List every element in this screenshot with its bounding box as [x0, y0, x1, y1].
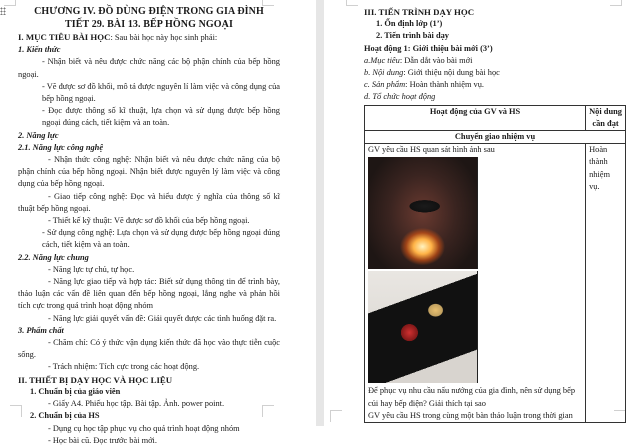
lesson-title: TIẾT 29. BÀI 13. BẾP HỒNG NGOẠI [65, 19, 233, 30]
page-gap [316, 0, 324, 426]
activity-table [364, 105, 626, 423]
tech-competence-item: - Nhận thức công nghệ: Nhận biết và nêu được chức năng của bộ phận chính của bếp hồng ngoại. Nhận biết được nguyên lý làm việc và công dụng của bếp hồng ngoại. [18, 155, 280, 189]
knowledge-heading: 1. Kiến thức [18, 45, 61, 55]
followup-text: GV yêu cầu HS trong cùng một bàn thảo luận trong thời gian [368, 410, 573, 420]
tech-competence-item: - Sử dụng công nghệ: Lựa chọn và sử dụng được bếp hồng ngoại đúng cách, tiết kiệm và an toàn. [42, 228, 280, 250]
table-cell-activity [365, 144, 586, 423]
knowledge-item: - Vẽ được sơ đồ khối, mô tả được nguyên lí làm việc và công dụng của bếp hồng ngoại. [42, 81, 280, 104]
table-move-handle-icon[interactable] [0, 7, 6, 15]
competence-heading: 2. Năng lực [18, 130, 59, 140]
document-page-right [324, 0, 640, 426]
activity-product: c. Sản phẩm: Hoàn thành nhiệm vụ. [364, 80, 485, 90]
process-list-item: 2. Tiến trình bài dạy [376, 31, 449, 41]
activity-heading: Hoạt động 1: Giới thiệu bài mới (3’) [364, 43, 493, 53]
qualities-item: - Chăm chỉ: Có ý thức vận dụng kiến thức đã học vào thực tiễn cuộc sống. [18, 338, 280, 360]
page-corner-marker [4, 0, 16, 6]
process-list-item: 1. Ổn định lớp (1’) [376, 19, 443, 29]
activity-content: b. Nội dung: Giới thiệu nội dung bài học [364, 68, 500, 78]
teacher-prep-item: - Giấy A4. Phiếu học tập. Bài tập. Ảnh. power point. [48, 399, 225, 409]
general-competence-item: - Năng lực giải quyết vấn đề: Giải quyết được các tình huống đặt ra. [48, 313, 277, 323]
table-row [365, 144, 626, 423]
tech-competence-item: - Thiết kế kỹ thuật: Vẽ được sơ đồ khối của bếp hồng ngoại. [48, 216, 250, 226]
task-transfer-row: Chuyển giao nhiệm vụ [365, 131, 626, 144]
general-competence-item: - Năng lực giao tiếp và hợp tác: Biết sử dụng thông tin để trình bày, thảo luận các vấn đề liên quan đến bếp hồng ngoại, lắng nghe và phản hồi tích cực trong quá trình hoạt động nhóm [18, 277, 280, 311]
qualities-item: - Trách nhiệm: Tích cực trong các hoạt động. [48, 362, 200, 372]
chapter-title: CHƯƠNG IV. ĐỒ DÙNG ĐIỆN TRONG GIA ĐÌNH [34, 6, 264, 17]
page-corner-marker [330, 410, 342, 422]
general-competence-item: - Năng lực tự chủ, tự học. [48, 264, 135, 274]
table-header-row [365, 105, 626, 130]
section-equipment-heading: II. THIẾT BỊ DẠY HỌC VÀ HỌC LIỆU [18, 374, 173, 385]
knowledge-item: - Đọc được thông số kĩ thuật, lựa chọn và sử dụng được bếp hồng ngoại đúng cách, tiết kiệm và an toàn. [42, 106, 280, 128]
qualities-heading: 3. Phẩm chất [18, 325, 64, 335]
activity-organization: d. Tổ chức hoạt động [364, 92, 436, 102]
knowledge-item: - Nhận biết và nêu được chức năng các bộ phận chính của bếp hồng ngoại. [18, 57, 280, 79]
left-page-content [18, 5, 280, 447]
instruction-text: GV yêu cầu HS quan sát hình ảnh sau [368, 145, 495, 155]
general-competence-heading: 2.2. Năng lực chung [18, 252, 89, 262]
page-corner-marker [346, 0, 358, 6]
tech-competence-heading: 2.1. Năng lực công nghệ [18, 142, 104, 152]
section-process-heading: III. TIẾN TRÌNH DẠY HỌC [364, 7, 475, 17]
firewood-stove-image [368, 157, 478, 269]
student-prep-heading: 2. Chuẩn bị của HS [30, 411, 100, 421]
right-page-content [364, 6, 626, 423]
infrared-stove-image [368, 271, 478, 383]
question-text: Để phục vụ nhu cầu nấu nướng của gia đình, nên sử dụng bếp củi hay bếp điện? Giải thích tại sao [368, 386, 576, 408]
section-objectives-heading: I. MỤC TIÊU BÀI HỌC: Sau bài học này học sinh phải: [18, 32, 218, 42]
table-cell-result: Hoàn thành nhiệm vụ. [586, 144, 626, 423]
table-row [365, 131, 626, 144]
student-prep-item: - Học bài cũ. Đọc trước bài mới. [48, 435, 157, 445]
tech-competence-item: - Giao tiếp công nghệ: Đọc và hiểu được ý nghĩa của thông số kĩ thuật bếp hồng ngoại. [18, 191, 280, 213]
activity-goal: a.Mục tiêu: Dẫn dắt vào bài mới [364, 55, 473, 65]
student-prep-item: - Dụng cụ học tập phục vụ cho quá trình hoạt động nhóm [48, 423, 240, 433]
document-page-left [0, 0, 316, 445]
table-header-cell: Nội dung cần đạt [586, 105, 626, 130]
table-header-cell: Hoạt động của GV và HS [365, 105, 586, 130]
teacher-prep-heading: 1. Chuẩn bị của giáo viên [30, 386, 121, 396]
